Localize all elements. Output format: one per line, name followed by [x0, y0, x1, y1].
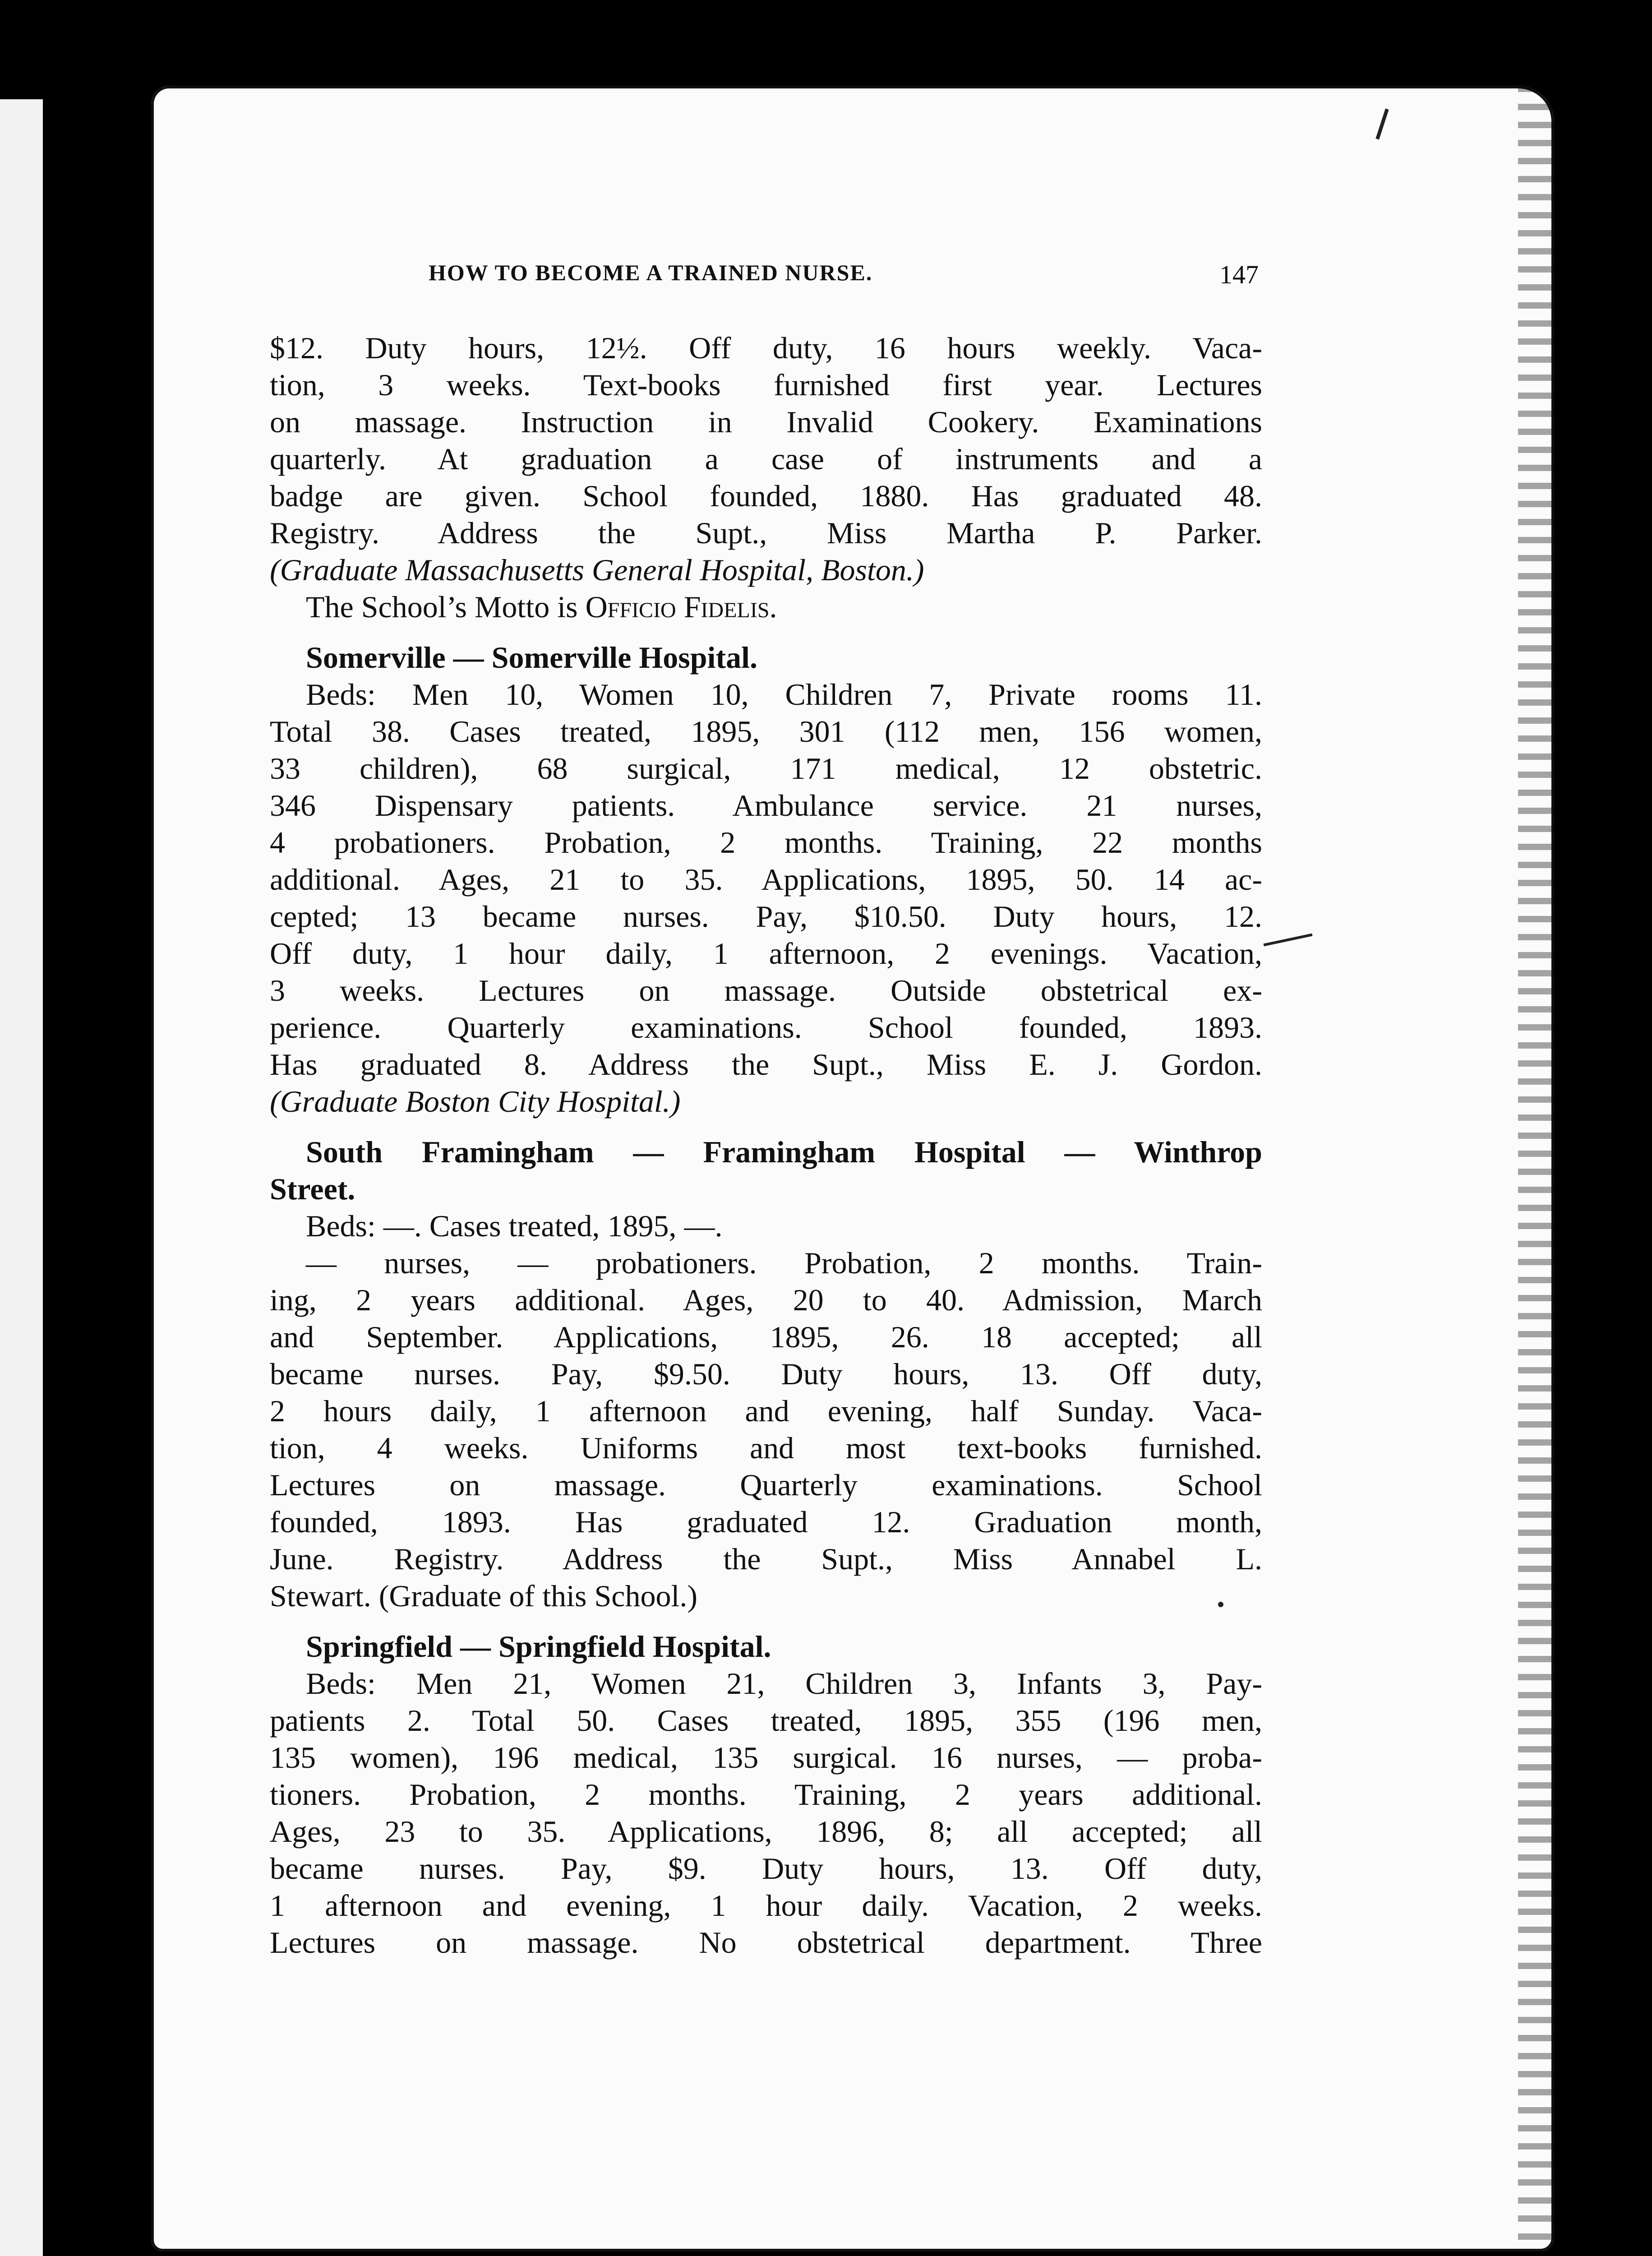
text-line: 1 afternoon and evening, 1 hour daily. Vacation, 2 weeks. — [270, 1888, 1262, 1923]
text-line: Off duty, 1 hour daily, 1 afternoon, 2 evenings. Vacation, — [270, 936, 1262, 971]
text-line: tion, 3 weeks. Text-books furnished first year. Lectures — [270, 368, 1262, 402]
text-line: 135 women), 196 medical, 135 surgical. 16 nurses, — proba- — [270, 1740, 1262, 1775]
text-line: became nurses. Pay, $9.50. Duty hours, 13. Off duty, — [270, 1357, 1262, 1391]
text-line: tion, 4 weeks. Uniforms and most text-books furnished. — [270, 1431, 1262, 1465]
text-line: Has graduated 8. Address the Supt., Miss E. J. Gordon. — [270, 1047, 1262, 1082]
text-line: cepted; 13 became nurses. Pay, $10.50. Duty hours, 12. — [270, 899, 1262, 934]
adjacent-page-edge — [0, 99, 43, 2256]
text-line: additional. Ages, 21 to 35. Applications, 1895, 50. 14 ac- — [270, 862, 1262, 897]
text-line: Beds: Men 10, Women 10, Children 7, Private rooms 11. — [306, 677, 1262, 712]
text-line: 4 probationers. Probation, 2 months. Training, 22 months — [270, 825, 1262, 860]
text-line: $12. Duty hours, 12½. Off duty, 16 hours weekly. Vaca- — [270, 331, 1262, 365]
text-line: became nurses. Pay, $9. Duty hours, 13. Off duty, — [270, 1851, 1262, 1886]
text-line: Beds: —. Cases treated, 1895, —. — [306, 1209, 723, 1243]
intro-paragraph — [270, 329, 1262, 625]
section-heading-somerville: Somerville — Somerville Hospital. — [306, 640, 757, 675]
framingham-paragraph — [270, 1207, 1262, 1614]
text-line: founded, 1893. Has graduated 12. Graduation month, — [270, 1505, 1262, 1539]
text-line: 3 weeks. Lectures on massage. Outside obstetrical ex- — [270, 973, 1262, 1008]
text-line: 346 Dispensary patients. Ambulance service. 21 nurses, — [270, 788, 1262, 823]
text-line: perience. Quarterly examinations. School founded, 1893. — [270, 1010, 1262, 1045]
text-line: Lectures on massage. No obstetrical department. Three — [270, 1925, 1262, 1960]
text-line: Stewart. (Graduate of this School.) — [270, 1579, 697, 1613]
text-line: ing, 2 years additional. Ages, 20 to 40. Admission, March — [270, 1283, 1262, 1317]
text-line: and September. Applications, 1895, 26. 18 accepted; all — [270, 1320, 1262, 1354]
springfield-paragraph — [270, 1665, 1262, 1961]
text-line: badge are given. School founded, 1880. Has graduated 48. — [270, 479, 1262, 513]
text-line: 33 children), 68 surgical, 171 medical, 12 obstetric. — [270, 751, 1262, 786]
text-line: patients 2. Total 50. Cases treated, 1895, 355 (196 men, — [270, 1703, 1262, 1738]
section-heading-framingham: South Framingham — Framingham Hospital — Winthrop — [306, 1135, 1262, 1169]
section-heading-framingham-cont: Street. — [270, 1172, 355, 1206]
page-body — [270, 329, 1262, 1961]
motto-line — [270, 588, 1262, 625]
text-line: tioners. Probation, 2 months. Training, 2 years additional. — [270, 1777, 1262, 1812]
somerville-paragraph — [270, 676, 1262, 1120]
motto: Officio Fidelis. — [585, 590, 777, 624]
motto-prefix: The School’s Motto is — [306, 590, 586, 624]
text-line: (Graduate Boston City Hospital.) — [270, 1084, 681, 1119]
speck-mark — [1218, 1602, 1223, 1607]
text-line: on massage. Instruction in Invalid Cookery. Examinations — [270, 405, 1262, 439]
text-line: Registry. Address the Supt., Miss Martha P. Parker. — [270, 516, 1262, 550]
running-title: HOW TO BECOME A TRAINED NURSE. — [429, 260, 873, 285]
section-heading-springfield: Springfield — Springfield Hospital. — [306, 1629, 771, 1664]
running-head — [275, 259, 1259, 300]
text-line: June. Registry. Address the Supt., Miss Annabel L. — [270, 1542, 1262, 1576]
text-line: quarterly. At graduation a case of instruments and a — [270, 442, 1262, 476]
text-line: Total 38. Cases treated, 1895, 301 (112 men, 156 women, — [270, 714, 1262, 749]
text-line: — nurses, — probationers. Probation, 2 months. Train- — [306, 1246, 1262, 1280]
text-line: Ages, 23 to 35. Applications, 1896, 8; all accepted; all — [270, 1814, 1262, 1849]
text-line: Lectures on massage. Quarterly examinations. School — [270, 1468, 1262, 1502]
page-number: 147 — [1219, 260, 1259, 289]
text-line: (Graduate Massachusetts General Hospital, Boston.) — [270, 553, 924, 587]
text-line: Beds: Men 21, Women 21, Children 3, Infants 3, Pay- — [306, 1666, 1262, 1701]
text-line: 2 hours daily, 1 afternoon and evening, half Sunday. Vaca- — [270, 1394, 1262, 1428]
